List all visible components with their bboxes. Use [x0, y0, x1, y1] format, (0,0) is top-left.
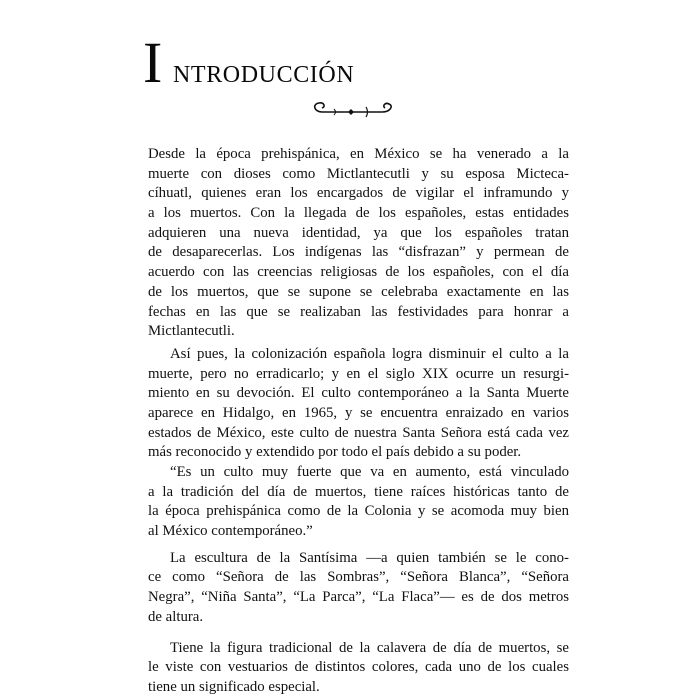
chapter-title-rest: NTRODUCCIÓN [173, 62, 355, 88]
text-line: miento en su devoción. El culto contemporáneo a la Santa Muerte [148, 385, 569, 402]
text-line: aparece en Hidalgo, en 1965, y se encuentra enraizado en varios [148, 404, 569, 421]
paragraph-3 [148, 463, 569, 542]
text-line: muerte con dioses como Mictlantecutli y su esposa Micteca- [148, 165, 569, 182]
chapter-title-initial: I [143, 30, 163, 95]
text-line: adquieren una nueva identidad, ya que los españoles tratan [148, 224, 569, 241]
text-line: la época prehispánica como de la Colonia y se acomoda muy bien [148, 503, 569, 520]
text-line: al México contemporáneo.” [148, 523, 313, 540]
text-line: Mictlantecutli. [148, 323, 235, 340]
paragraph-5 [148, 639, 569, 698]
text-line: le viste con vestuarios de distintos colores, cada uno de los cuales [148, 659, 569, 676]
text-line: muerte, pero no erradicarlo; y en el siglo XIX ocurre un resurgi- [148, 365, 569, 382]
text-line: a la tradición del día de muertos, tiene raíces históricas tanto de [148, 483, 569, 500]
text-line: Tiene la figura tradicional de la calavera de día de muertos, se [170, 639, 569, 656]
ornament-flourish-icon [304, 98, 404, 122]
text-line: Así pues, la colonización española logra disminuir el culto a la [170, 345, 569, 362]
text-line: estados de México, este culto de nuestra Santa Señora está cada vez [148, 424, 569, 441]
text-line: ce como “Señora de las Sombras”, “Señora Blanca”, “Señora [148, 569, 569, 586]
text-line: Negra”, “Niña Santa”, “La Parca”, “La Flaca”— es de dos metros [148, 589, 569, 606]
paragraph-4 [148, 549, 569, 628]
text-line: “Es un culto muy fuerte que va en aumento, está vinculado [170, 464, 569, 480]
text-line: La escultura de la Santísima —a quien también se le cono- [170, 549, 569, 566]
paragraph-1 [148, 145, 569, 342]
text-line: acuerdo con las creencias religiosas de los españoles, con el día [148, 264, 569, 281]
text-line: de altura. [148, 608, 204, 625]
text-line: de los muertos, que se supone se celebraba exactamente en las [148, 283, 569, 300]
paragraph-2 [148, 345, 569, 463]
text-line: tiene un significado especial. [148, 678, 320, 695]
text-line: a los muertos. Con la llegada de los españoles, estas entidades [148, 205, 569, 222]
chapter-title [143, 30, 563, 100]
text-line: cíhuatl, quienes eran los encargados de vigilar el inframundo y [148, 185, 569, 202]
body-text [148, 145, 569, 698]
text-line: de desaparecerlas. Los indígenas las “disfrazan” y permean de [148, 244, 569, 261]
text-line: más reconocido y extendido por todo el país debido a su poder. [148, 444, 522, 461]
text-line: fechas en las que se realizaban las festividades para honrar a [148, 303, 569, 320]
text-line: Desde la época prehispánica, en México se ha venerado a la [148, 146, 569, 162]
